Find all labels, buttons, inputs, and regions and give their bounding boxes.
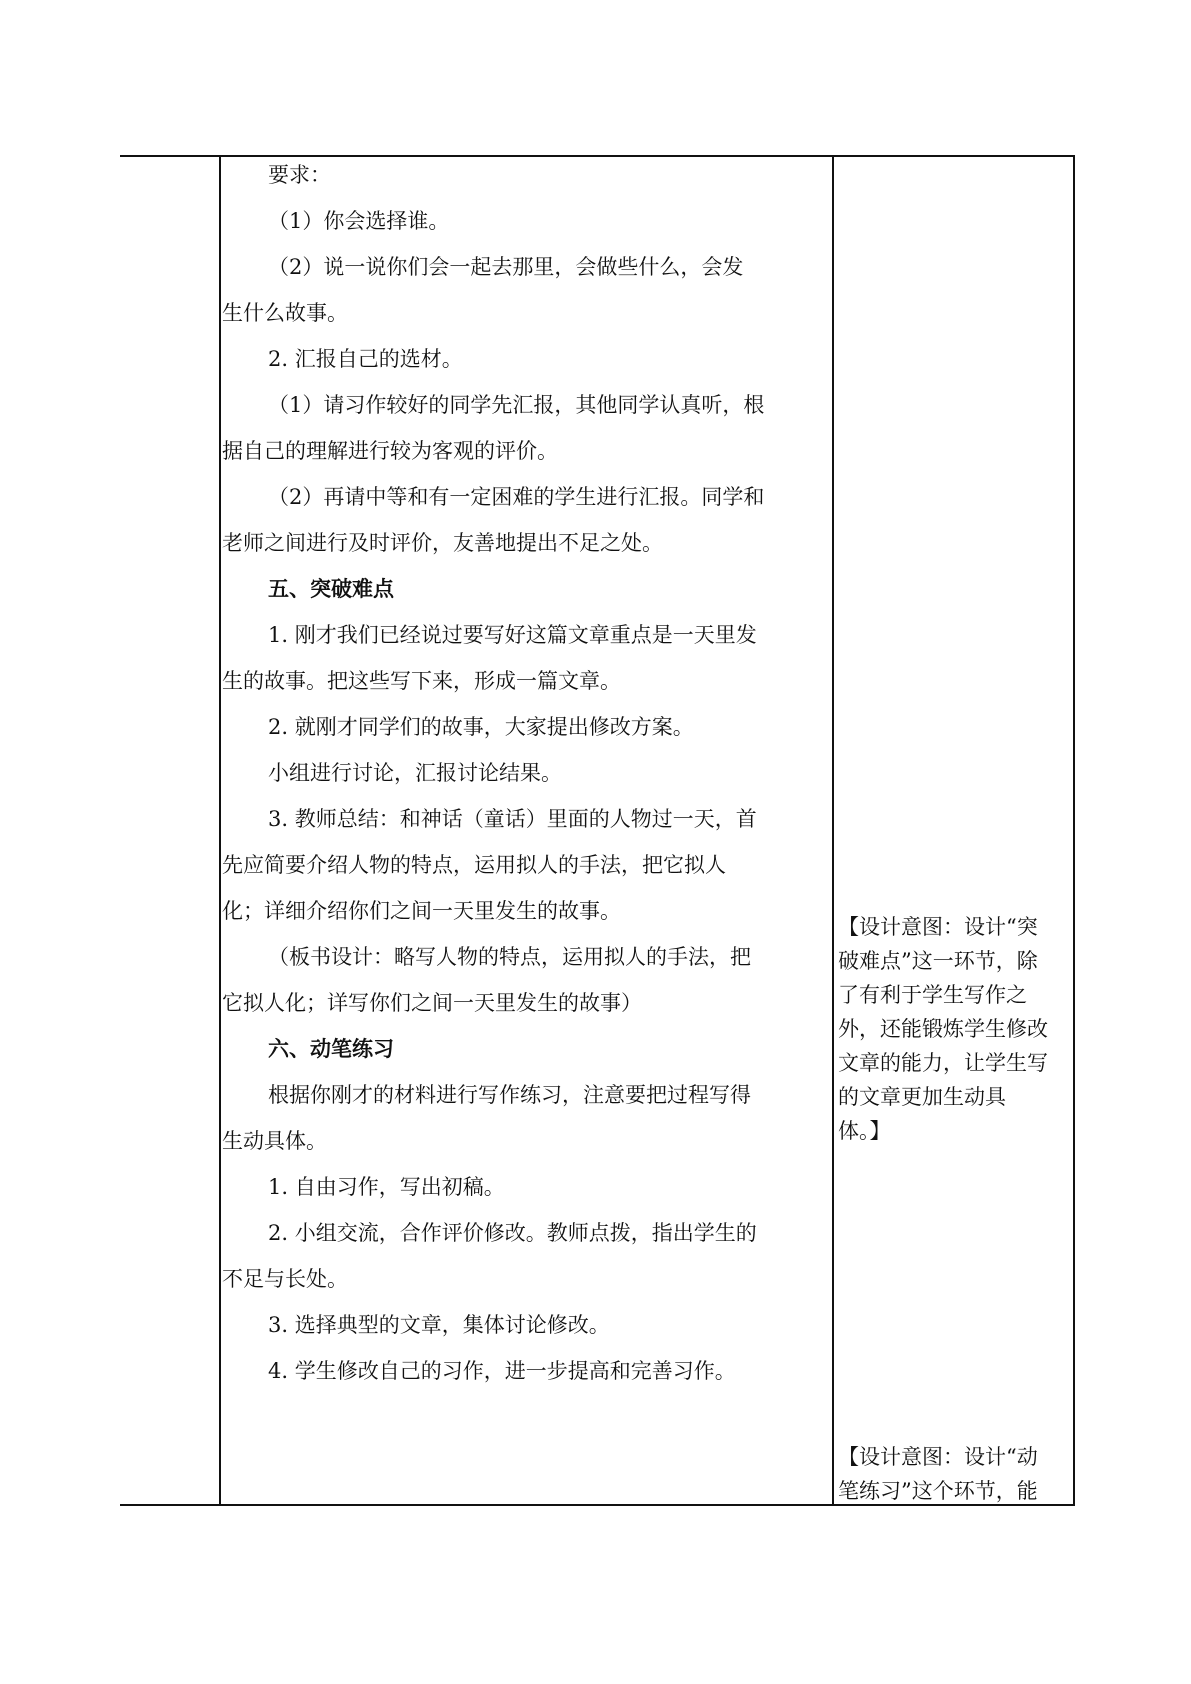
paragraph-line: 生动具体。 — [222, 1129, 327, 1153]
note-line: 外，还能锻炼学生修改 — [838, 1017, 1048, 1041]
paragraph-line: （1）请习作较好的同学先汇报，其他同学认真听，根 — [268, 393, 765, 417]
note-line: 笔练习”这个环节，能 — [838, 1479, 1038, 1503]
table-col-divider-1 — [219, 155, 221, 1506]
paragraph-line: 3. 选择典型的文章，集体讨论修改。 — [268, 1313, 610, 1337]
note-line: 体。】 — [838, 1119, 891, 1143]
paragraph-line: 老师之间进行及时评价，友善地提出不足之处。 — [222, 531, 663, 555]
paragraph-line: 生的故事。把这些写下来，形成一篇文章。 — [222, 669, 621, 693]
paragraph-line: 4. 学生修改自己的习作，进一步提高和完善习作。 — [268, 1359, 736, 1383]
paragraph-line: 它拟人化；详写你们之间一天里发生的故事） — [222, 991, 642, 1015]
note-line: 【设计意图：设计“突 — [838, 915, 1038, 939]
paragraph-line: 先应简要介绍人物的特点，运用拟人的手法，把它拟人 — [222, 853, 726, 877]
paragraph-line: （板书设计：略写人物的特点，运用拟人的手法，把 — [268, 945, 751, 969]
paragraph-line: 化；详细介绍你们之间一天里发生的故事。 — [222, 899, 621, 923]
paragraph-line: 1. 自由习作，写出初稿。 — [268, 1175, 505, 1199]
table-top-border — [120, 155, 1075, 157]
paragraph-line: 据自己的理解进行较为客观的评价。 — [222, 439, 558, 463]
paragraph-line: 不足与长处。 — [222, 1267, 348, 1291]
paragraph-line: 2. 汇报自己的选材。 — [268, 347, 463, 371]
paragraph-line: 3. 教师总结：和神话（童话）里面的人物过一天，首 — [268, 807, 757, 831]
paragraph-line: （1）你会选择谁。 — [268, 209, 450, 233]
paragraph-line: （2）说一说你们会一起去那里，会做些什么，会发 — [268, 255, 744, 279]
section-heading: 六、动笔练习 — [268, 1036, 394, 1061]
table-col-divider-2 — [832, 155, 834, 1506]
paragraph-line: 小组进行讨论，汇报讨论结果。 — [268, 761, 562, 785]
note-line: 文章的能力，让学生写 — [838, 1051, 1048, 1075]
paragraph-line: （2）再请中等和有一定困难的学生进行汇报。同学和 — [268, 485, 765, 509]
note-line: 破难点”这一环节，除 — [838, 949, 1038, 973]
table-right-border — [1073, 155, 1075, 1506]
paragraph-line: 2. 就刚才同学们的故事，大家提出修改方案。 — [268, 715, 694, 739]
note-line: 了有利于学生写作之 — [838, 983, 1027, 1007]
paragraph-line: 根据你刚才的材料进行写作练习，注意要把过程写得 — [268, 1083, 751, 1107]
section-heading: 五、突破难点 — [268, 576, 394, 601]
paragraph-line: 1. 刚才我们已经说过要写好这篇文章重点是一天里发 — [268, 623, 757, 647]
paragraph-line: 要求： — [268, 163, 331, 187]
note-line: 的文章更加生动具 — [838, 1085, 1006, 1109]
paragraph-line: 2. 小组交流，合作评价修改。教师点拨，指出学生的 — [268, 1221, 757, 1245]
paragraph-line: 生什么故事。 — [222, 301, 348, 325]
note-line: 【设计意图：设计“动 — [838, 1445, 1038, 1469]
